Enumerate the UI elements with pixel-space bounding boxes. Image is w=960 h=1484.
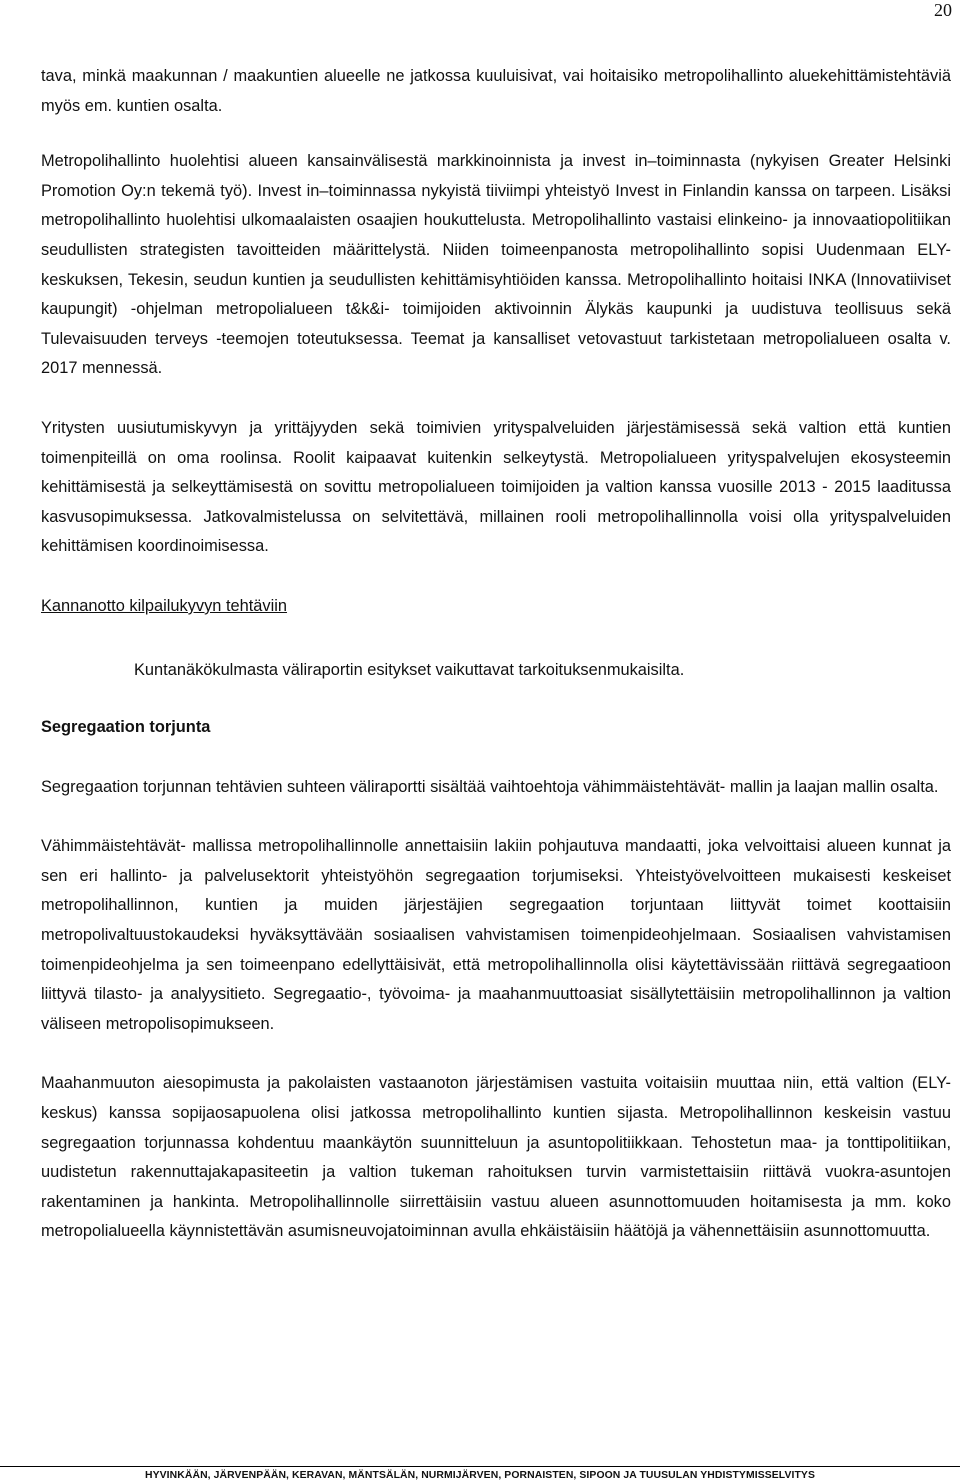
heading-kannanotto: Kannanotto kilpailukyvyn tehtäviin	[41, 596, 288, 615]
paragraph-vahimmaistehtavat: Vähimmäistehtävät- mallissa metropolihallinnolle annettaisiin lakiin pohjautuva mandaatti, joka velvoittaisi alueen kunnat ja sen eri hallinto- ja palvelusektorit yhteistyöhön segregaation torjumiseksi. Yhteistyövelvoitteen mukaisesti keskeiset metropolihallinnon, kuntien ja muiden järjestäjien segregaation torjuntaan liittyvät toimet koottaisiin metropolivaltuustokaudeksi hyväksyttävään sosiaalisen vahvistamisen toimenpideohjelmaan. Sosiaalisen vahvistamisen toimenpideohjelma ja sen toimeenpano edellyttäisivät, että metropolihallinnolla olisi käytettävissään riittävä segregaatioon liittyvä tilasto- ja analyysitieto. Segregaatio-, työvoima- ja maahanmuuttoasiat sisällytettäisiin metropolihallinnon ja valtion väliseen metropolisopimukseen.	[41, 837, 951, 1033]
paragraph-maahanmuutto: Maahanmuuton aiesopimusta ja pakolaisten vastaanoton järjestämisen vastuita voitaisiin muuttaa niin, että valtion (ELY-keskus) kanssa sopijaosapuolena olisi jatkossa metropolihallinto kuntien sijasta. Metropolihallinnon keskeisin vastuu segregaation torjunnassa kohdentuu maankäytön suunnitteluun ja asuntopolitiikkaan. Tehostetun maa- ja tonttipolitiikan, uudistetun rakennuttajakapasiteetin ja valtion tukeman rahoituksen turvin varmistettaisiin riittävä vuokra-asuntojen rakentaminen ja hankinta. Metropolihallinnolle siirrettäisiin vastuu alueen asunnottomuuden hoitamisesta ja mm. koko metropolialueella käynnistettävän asumisneuvojatoiminnan avulla ehkäistäisiin häätöjä ja vähennettäisiin asunnottomuutta.	[41, 1074, 951, 1241]
document-body	[41, 62, 951, 1247]
paragraph-markkinointi: Metropolihallinto huolehtisi alueen kansainvälisestä markkinoinnista ja invest in–toiminnasta (nykyisen Greater Helsinki Promotion Oy:n tekemä työ). Invest in–toiminnassa nykyistä tiiviimpi yhteistyö Invest in Finlandin kanssa on tarpeen. Lisäksi metropolihallinto huolehtisi ulkomaalaisten osaajien houkuttelusta. Metropolihallinto vastaisi elinkeino- ja innovaatiopolitiikan seudullisten strategisten tavoitteiden määrittelystä. Niiden toimeenpanosta metropolihallinto sopisi Uudenmaan ELY- keskuksen, Tekesin, seudun kuntien ja seudullisten kehittämisyhtiöiden kanssa. Metropolihallinto hoitaisi INKA (Innovatiiviset kaupungit) -ohjelman metropolialueen t&k&i- toimijoiden aktivoinnin Älykäs kaupunki ja uudistuva teollisuus sekä Tulevaisuuden terveys -teemojen toteutuksessa. Teemat ja kansalliset vetovastuut tarkistetaan metropolialueen osalta v. 2017 mennessä.	[41, 152, 951, 378]
footer-divider	[0, 1466, 960, 1467]
page-footer	[0, 1462, 960, 1484]
paragraph-segregaatio-intro: Segregaation torjunnan tehtävien suhteen väliraportti sisältää vaihtoehtoja vähimmäistehtävät- mallin ja laajan mallin osalta.	[41, 777, 939, 796]
heading-segregaatio: Segregaation torjunta	[41, 718, 211, 737]
footer-text: HYVINKÄÄN, JÄRVENPÄÄN, KERAVAN, MÄNTSÄLÄN, NURMIJÄRVEN, PORNAISTEN, SIPOON JA TUUSULAN YHDISTYMISSELVITYS	[145, 1470, 815, 1481]
page-number: 20	[934, 0, 952, 20]
kannanotto-statement: Kuntanäkökulmasta väliraportin esitykset vaikuttavat tarkoituksenmukaisilta.	[134, 660, 685, 679]
paragraph-aluekehitys: tava, minkä maakunnan / maakuntien alueelle ne jatkossa kuuluisivat, vai hoitaisiko metropolihallinto aluekehittämistehtäviä myös em. kuntien osalta.	[41, 67, 951, 115]
paragraph-yrityspalvelut: Yritysten uusiutumiskyvyn ja yrittäjyyden sekä toimivien yrityspalveluiden järjestämisessä sekä valtion että kuntien toimenpiteillä on oma roolinsa. Roolit kaipaavat kuitenkin selkeytystä. Metropolialueen yrityspalvelujen ekosysteemin kehittämisestä ja selkeyttämisestä on sovittu metropolialueen toimijoiden ja valtion kanssa vuosille 2013 - 2015 laaditussa kasvusopimuksessa. Jatkovalmistelussa on selvitettävä, millainen rooli metropolihallinnolla voisi olla yrityspalveluiden kehittämisen koordinoimisessa.	[41, 418, 951, 556]
